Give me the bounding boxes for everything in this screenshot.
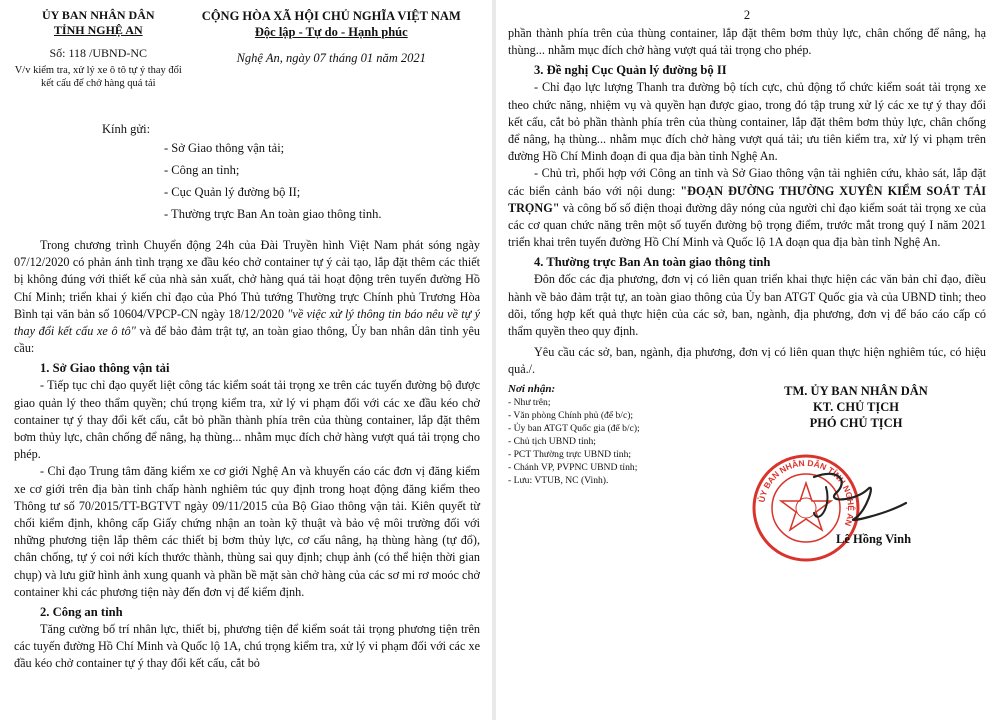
agency-line2: TỈNH NGHỆ AN — [53, 23, 143, 37]
handwritten-signature-icon — [796, 463, 926, 533]
noi-nhan-item: - Lưu: VTUB, NC (Vinh). — [508, 474, 609, 486]
country-name: CỘNG HÒA XÃ HỘI CHỦ NGHĨA VIỆT NAM — [201, 9, 461, 23]
section-1-paragraph-2: - Chỉ đạo Trung tâm đăng kiểm xe cơ giới Nghệ An và khuyến cáo các đơn vị đăng kiểm xe cơ giới trên địa bàn tỉnh chấp hành nghiêm túc quy định trong hoạt động đăng kiểm theo Thông tư số 70/2015/TT-BGTVT ngày 09/11/2015 của Bộ Giao thông vận tải. Kiên quyết từ chối kiểm định, không cấp Giấy chứng nhận an toàn kỹ thuật và bảo vệ môi trường đối với những phương tiện lắp thêm các thiết bị bơm thủy lực, cơ cấu nâng, hạ thùng hàng (tự đổ), chân chống, tự ý coi nới kích thước thành, thùng sai quy định; chụp ảnh (có thể hiện thời gian chụp) và lưu giữ hình ảnh xung quanh và phần bề mặt sàn chở hàng của các sơ mi rơ moóc chở container khi các phương tiện này đến đơn vị để kiểm định. — [14, 464, 480, 599]
intro-quote: "về việc xử lý thông tin báo nêu về tự ý thay đổi kết cấu xe ô tô" — [14, 306, 480, 339]
noi-nhan-title: Nơi nhận: — [508, 382, 556, 395]
sign-line-2: KT. CHỦ TỊCH — [812, 399, 899, 414]
recipient-item: - Sở Giao thông vận tải; — [164, 141, 285, 155]
section-3-title: 3. Đề nghị Cục Quản lý đường bộ II — [534, 63, 727, 78]
signature-block — [726, 383, 986, 546]
signer-name: Lê Hồng Vinh — [836, 531, 912, 546]
section-1-title: 1. Sở Giao thông vận tải — [40, 361, 170, 376]
intro-end: và để bảo đảm trật tự, an toàn giao thông, Ủy ban nhân dân tỉnh yêu cầu: — [14, 324, 481, 356]
noi-nhan-item: - Như trên; — [508, 396, 551, 408]
sign-line-3: PHÓ CHỦ TỊCH — [809, 415, 903, 430]
section-2-continuation: phần thành phía trên của thùng container, lắp đặt thêm bơm thủy lực, chân chống để nâng, hạ thùng... nhằm mục đích chở hàng vượt quá tải trọng cho phép. — [508, 26, 986, 58]
signature-area — [508, 382, 986, 546]
noi-nhan-item: - Chánh VP, PVPNC UBND tỉnh; — [508, 461, 638, 473]
stamp-text: ỦY BAN NHÂN DÂN TỈNH NGHỆ AN — [756, 457, 857, 528]
sign-line-1: TM. ỦY BAN NHÂN DÂN — [784, 383, 928, 398]
sec3-p2-end: và công bố số điện thoại đường dây nóng của người chỉ đạo kiểm soát tải trọng xe của các cơ quan chức năng trên một số tuyến đường bộ trọng điểm, trước mắt trong quý I năm 2021 triển khai trên tuyến đường Hồ Chí Minh và Quốc lộ 1A đoạn qua địa bàn tỉnh Nghệ An. — [508, 200, 986, 250]
issuing-agency — [14, 8, 183, 90]
section-4-title: 4. Thường trực Ban An toàn giao thông tỉnh — [534, 255, 771, 270]
noi-nhan-item: - Văn phòng Chính phủ (để b/c); — [508, 409, 634, 421]
noi-nhan-item: - PCT Thường trực UBND tỉnh; — [508, 448, 632, 460]
greeting: Kính gửi: — [102, 122, 151, 136]
noi-nhan-item: - Chủ tịch UBND tỉnh; — [508, 435, 596, 447]
recipient-list — [164, 137, 480, 225]
page-number: 2 — [743, 8, 751, 22]
section-1-paragraph-1: - Tiếp tục chỉ đạo quyết liệt công tác kiểm soát tải trọng xe trên các tuyến đường bộ được giao quản lý theo thẩm quyền; chú trọng kiểm tra, xử lý vi phạm đối với các xe đầu kéo chở container tự ý thay đổi kết cấu, cắt bỏ phần thành phía trên của thùng container, lắp đặt thêm bơm thủy lực, chân chống để nâng, hạ thùng... nhằm mục đích chở hàng vượt quá tải trọng cho phép. — [14, 378, 480, 462]
section-4-paragraph-1: Đôn đốc các địa phương, đơn vị có liên quan triển khai thực hiện các văn bản chỉ đạo, điều hành về bảo đảm trật tự, an toàn giao thông của Ủy ban ATGT Quốc gia và của UBND tỉnh; theo dõi, tổng hợp kết quả thực hiện của các sở, ban, ngành, địa phương, đơn vị để báo cáo cấp có thẩm quyền theo quy định. — [508, 272, 986, 339]
section-3-paragraph-2 — [508, 165, 986, 251]
national-heading — [183, 8, 480, 90]
section-3-paragraph-1: - Chỉ đạo lực lượng Thanh tra đường bộ tích cực, chủ động tổ chức kiểm soát tải trọng xe theo chức năng, nhiệm vụ và quyền hạn được giao, trong đó tập trung xử lý các xe tự ý thay đổi kết cấu, cắt bỏ phần thành phía trên của thùng container, lắp đặt thêm bơm thủy lực, chân chống để nâng, hạ thùng... nhằm mục đích chở hàng vượt quá tải; ưu tiên kiểm tra, xử lý vi phạm trên đường Hồ Chí Minh đoạn đi qua địa bàn tỉnh Nghệ An. — [508, 80, 986, 164]
section-2-title: 2. Công an tỉnh — [40, 605, 123, 620]
noi-nhan-item: - Ủy ban ATGT Quốc gia (để b/c); — [508, 422, 640, 434]
agency-line1: ỦY BAN NHÂN DÂN — [41, 8, 155, 22]
intro-paragraph — [14, 237, 480, 357]
motto: Độc lập - Tự do - Hạnh phúc — [254, 25, 408, 39]
page-1 — [0, 0, 492, 720]
document-date: Nghệ An, ngày 07 tháng 01 năm 2021 — [236, 51, 426, 65]
recipient-item: - Công an tỉnh; — [164, 163, 240, 177]
recipient-item: - Thường trực Ban An toàn giao thông tỉnh. — [164, 207, 382, 221]
recipient-item: - Cục Quản lý đường bộ II; — [164, 185, 301, 199]
document-subject: V/v kiểm tra, xử lý xe ô tô tự ý thay đổi kết cấu để chở hàng quá tải — [14, 65, 182, 89]
document-header — [14, 8, 480, 90]
section-2-paragraph-1: Tăng cường bố trí nhân lực, thiết bị, phương tiện để kiểm soát tải trọng phương tiện trên các tuyến đường Hồ Chí Minh và Quốc lộ 1A, chú trọng kiểm tra, xử lý vi phạm đối với các xe đầu kéo chở container tự ý thay đổi kết cấu, cắt bỏ — [14, 622, 480, 671]
sec3-p2-start: - Chủ trì, phối hợp với Công an tỉnh và Sở Giao thông vận tải nghiên cứu, khảo sát, lắp đặt các biển cảnh báo với nội dung: — [508, 166, 986, 198]
page-2 — [496, 0, 1000, 720]
warning-sign-text: "ĐOẠN ĐƯỜNG THƯỜNG XUYÊN KIỂM SOÁT TẢI TRỌNG" — [508, 183, 987, 215]
document-number: Số: 118 /UBND-NC — [49, 46, 148, 60]
intro-text: Trong chương trình Chuyển động 24h của Đài Truyền hình Việt Nam phát sóng ngày 07/12/2020 có phản ánh tình trạng xe đầu kéo chở container tự ý cải tạo, lắp đặt thêm các thiết bị không đúng với thiết kế của nhà sản xuất, chở hàng quá tải hoạt động trên tuyến đường Hồ Chí Minh; triển khai ý kiến chỉ đạo của Phó Thủ tướng Thường trực Chính phủ Trương Hòa Bình tại văn bản số 10604/VPCP-CN ngày 18/12/2020 — [14, 238, 480, 321]
closing-paragraph: Yêu cầu các sở, ban, ngành, địa phương, đơn vị có liên quan thực hiện nghiêm túc, có hiệu quả./. — [508, 345, 986, 377]
recipients-block — [508, 383, 718, 487]
